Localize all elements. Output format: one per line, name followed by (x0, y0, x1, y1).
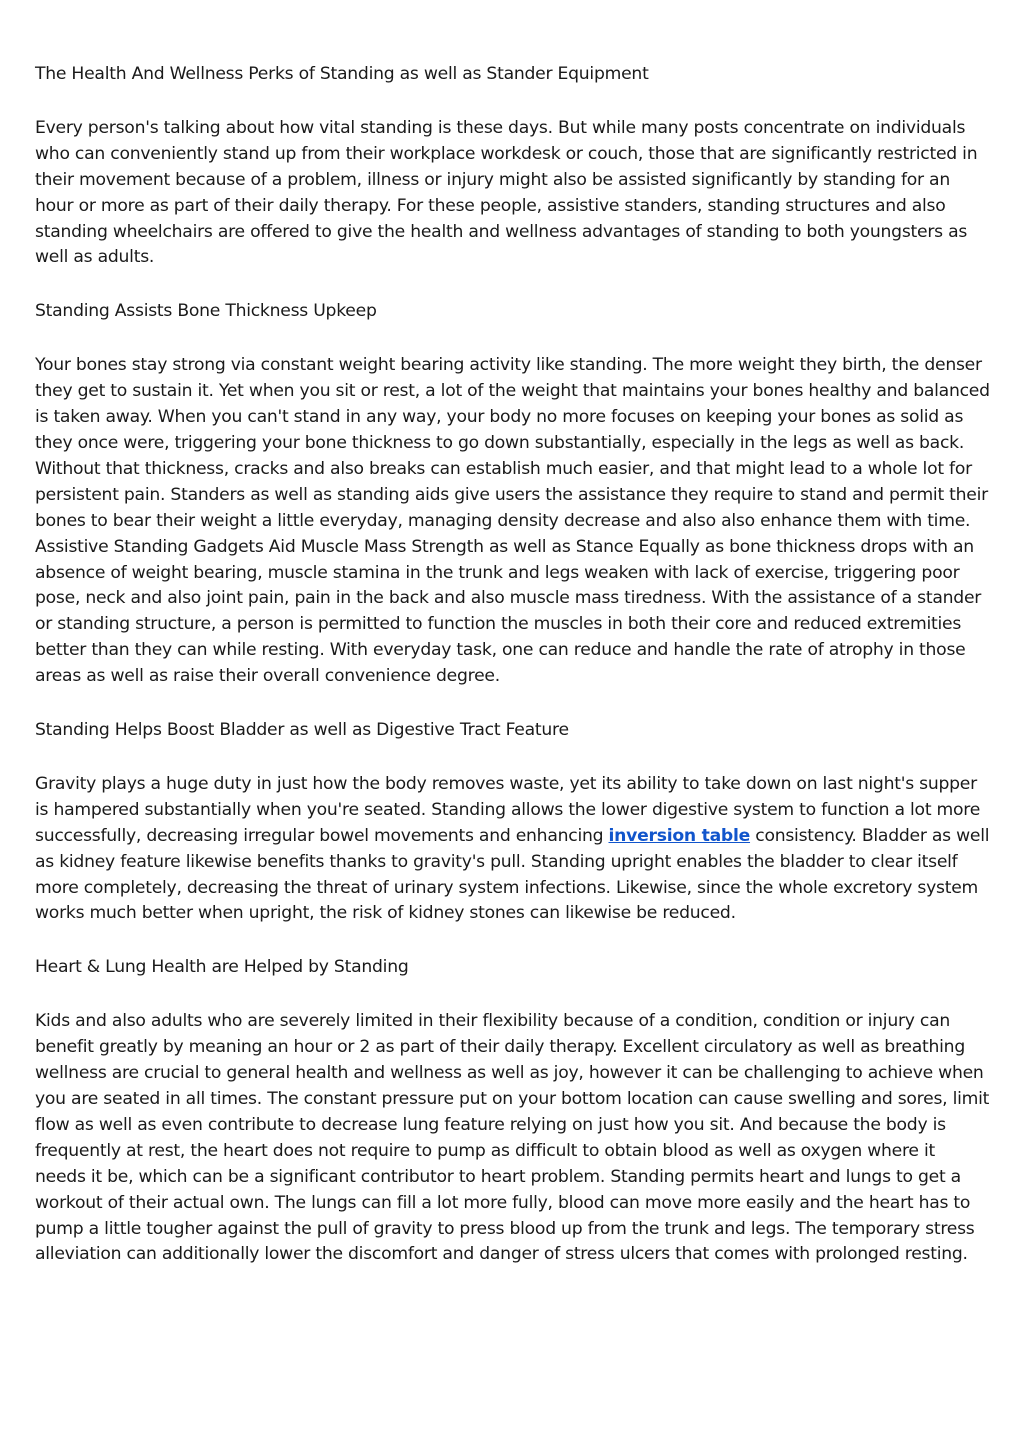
inversion-table-link[interactable]: inversion table (608, 825, 751, 846)
section-heading-bladder: Standing Helps Boost Bladder as well as Digestive Tract Feature (35, 720, 569, 741)
body-text-after-link: consistency. Bladder as well as kidney feature likewise benefits thanks to gravity's pull. Standing upright enables the bladder to clear itself more completely, decreasing the threat of urinary system infections. Likewise, since the whole excretory system works much better when upright, the risk of kidney stones can likewise be reduced. (35, 825, 990, 924)
section-body-bladder (35, 772, 990, 927)
section-body-bone: Your bones stay strong via constant weight bearing activity like standing. The more weight they birth, the denser they get to sustain it. Yet when you sit or rest, a lot of the weight that maintains your bones healthy and balanced is taken away. When you can't stand in any way, your body no more focuses on keeping your bones as solid as they once were, triggering your bone thickness to go down substantially, especially in the legs as well as back. Without that thickness, cracks and also breaks can establish much easier, and that might lead to a whole lot for persistent pain. Standers as well as standing aids give users the assistance they require to stand and permit their bones to bear their weight a little everyday, managing density decrease and also also enhance them with time. Assistive Standing Gadgets Aid Muscle Mass Strength as well as Stance Equally as bone thickness drops with an absence of weight bearing, muscle stamina in the trunk and legs weaken with lack of exercise, triggering poor pose, neck and also joint pain, pain in the back and also muscle mass tiredness. With the assistance of a stander or standing structure, a person is permitted to function the muscles in both their core and reduced extremities better than they can while resting. With everyday task, one can reduce and handle the rate of atrophy in those areas as well as raise their overall convenience degree. (35, 355, 990, 687)
section-heading-bone: Standing Assists Bone Thickness Upkeep (35, 301, 377, 322)
section-heading-heart-lung: Heart & Lung Health are Helped by Standing (35, 957, 409, 978)
section-body-heart-lung: Kids and also adults who are severely limited in their flexibility because of a condition, condition or injury can benefit greatly by meaning an hour or 2 as part of their daily therapy. Excellent circulatory as well as breathing wellness are crucial to general health and wellness as well as joy, however it can be challenging to achieve when you are seated in all times. The constant pressure put on your bottom location can cause swelling and sores, limit flow as well as even contribute to decrease lung feature relying on just how you sit. And because the body is frequently at rest, the heart does not require to pump as difficult to obtain blood as well as oxygen where it needs it be, which can be a significant contributor to heart problem. Standing permits heart and lungs to get a workout of their actual own. The lungs can fill a lot more fully, blood can move more easily and the heart has to pump a little tougher against the pull of gravity to press blood up from the trunk and legs. The temporary stress alleviation can additionally lower the discomfort and danger of stress ulcers that comes with prolonged resting. (35, 1011, 990, 1265)
body-text-before-link: Gravity plays a huge duty in just how the body removes waste, yet its ability to take down on last night's supper is hampered substantially when you're seated. Standing allows the lower digestive system to function a lot more successfully, decreasing irregular bowel movements and enhancing (35, 773, 981, 846)
intro-paragraph: Every person's talking about how vital standing is these days. But while many posts concentrate on individuals who can conveniently stand up from their workplace workdesk or couch, those that are significantly restricted in their movement because of a problem, illness or injury might also be assisted significantly by standing for an hour or more as part of their daily therapy. For these people, assistive standers, standing structures and also standing wheelchairs are offered to give the health and wellness advantages of standing to both youngsters as well as adults. (35, 117, 978, 268)
document-title: The Health And Wellness Perks of Standing as well as Stander Equipment (35, 64, 649, 84)
